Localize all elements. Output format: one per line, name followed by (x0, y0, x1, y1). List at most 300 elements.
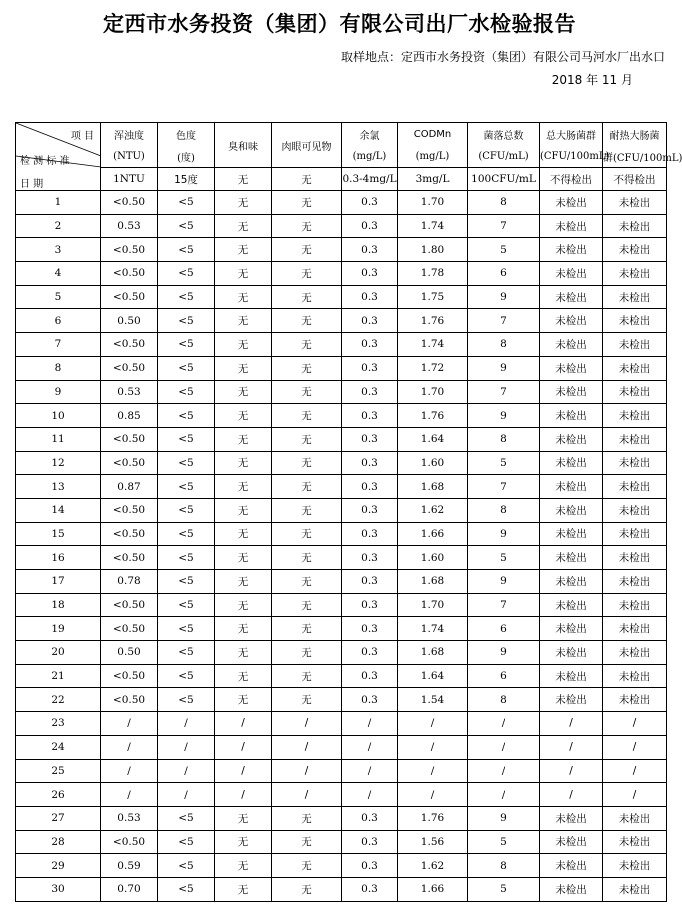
chlorine-cell: 0.3 (342, 404, 398, 428)
colony-cell: 5 (468, 830, 540, 854)
visible-matter-cell: 无 (272, 570, 342, 594)
turbidity-cell: <0.50 (101, 451, 158, 475)
codmn-cell: 1.74 (398, 617, 468, 641)
turbidity-cell: / (101, 735, 158, 759)
table-row (16, 546, 667, 570)
date-cell: 9 (16, 380, 101, 404)
thermo-coliform-cell: 未检出 (603, 546, 667, 570)
codmn-cell: 1.70 (398, 380, 468, 404)
odor-cell: 无 (215, 617, 272, 641)
date-cell: 18 (16, 593, 101, 617)
colony-cell: 8 (468, 191, 540, 215)
color-cell: <5 (158, 593, 215, 617)
turbidity-cell: <0.50 (101, 285, 158, 309)
colony-cell: 5 (468, 238, 540, 262)
std-codmn: 3mg/L (398, 168, 468, 191)
table-row (16, 877, 667, 901)
coliform-cell: 未检出 (540, 380, 603, 404)
coliform-cell: 未检出 (540, 238, 603, 262)
odor-cell: 无 (215, 285, 272, 309)
color-cell: <5 (158, 664, 215, 688)
codmn-cell: 1.76 (398, 806, 468, 830)
color-cell: <5 (158, 475, 215, 499)
chlorine-cell: 0.3 (342, 309, 398, 333)
color-cell: <5 (158, 427, 215, 451)
odor-cell: 无 (215, 498, 272, 522)
coliform-cell: 未检出 (540, 617, 603, 641)
coliform-cell: 未检出 (540, 877, 603, 901)
odor-cell: 无 (215, 214, 272, 238)
codmn-cell: / (398, 712, 468, 736)
colony-cell: 5 (468, 451, 540, 475)
thermo-coliform-cell: 未检出 (603, 238, 667, 262)
table-row (16, 830, 667, 854)
turbidity-cell: <0.50 (101, 238, 158, 262)
visible-matter-cell: 无 (272, 593, 342, 617)
thermo-coliform-cell: 未检出 (603, 593, 667, 617)
odor-cell: 无 (215, 262, 272, 286)
col-unit-codmn: (mg/L) (398, 145, 468, 168)
corner-date-label: 日 期 (20, 179, 44, 190)
corner-items-label: 项 目 (70, 131, 94, 142)
odor-cell: 无 (215, 356, 272, 380)
turbidity-cell: / (101, 783, 158, 807)
visible-matter-cell: 无 (272, 664, 342, 688)
table-row (16, 712, 667, 736)
thermo-coliform-cell: / (603, 783, 667, 807)
table-row (16, 333, 667, 357)
codmn-cell: 1.66 (398, 877, 468, 901)
thermo-coliform-cell: 未检出 (603, 522, 667, 546)
colony-cell: 6 (468, 262, 540, 286)
colony-cell: 9 (468, 285, 540, 309)
visible-matter-cell: 无 (272, 451, 342, 475)
coliform-cell: 未检出 (540, 451, 603, 475)
odor-cell: 无 (215, 522, 272, 546)
visible-matter-cell: 无 (272, 688, 342, 712)
color-cell: <5 (158, 688, 215, 712)
coliform-cell: 未检出 (540, 262, 603, 286)
visible-matter-cell: 无 (272, 214, 342, 238)
date-cell: 8 (16, 356, 101, 380)
table-row (16, 522, 667, 546)
std-colony: 100CFU/mL (468, 168, 540, 191)
table-row (16, 806, 667, 830)
turbidity-cell: / (101, 759, 158, 783)
codmn-cell: 1.60 (398, 451, 468, 475)
visible-matter-cell: 无 (272, 285, 342, 309)
codmn-cell: 1.68 (398, 641, 468, 665)
col-name-visible-matter: 肉眼可见物 (272, 123, 342, 168)
date-cell: 5 (16, 285, 101, 309)
coliform-cell: 未检出 (540, 593, 603, 617)
codmn-cell: 1.80 (398, 238, 468, 262)
visible-matter-cell: / (272, 712, 342, 736)
chlorine-cell: 0.3 (342, 617, 398, 641)
table-row (16, 285, 667, 309)
col-unit-thermo-coliform: 群(CFU/100mL) (603, 145, 667, 168)
codmn-cell: 1.76 (398, 309, 468, 333)
thermo-coliform-cell: 未检出 (603, 309, 667, 333)
thermo-coliform-cell: 未检出 (603, 830, 667, 854)
thermo-coliform-cell: 未检出 (603, 854, 667, 878)
colony-cell: 8 (468, 427, 540, 451)
visible-matter-cell: / (272, 759, 342, 783)
odor-cell: 无 (215, 427, 272, 451)
color-cell: <5 (158, 498, 215, 522)
header-row-names (16, 123, 667, 146)
colony-cell: 9 (468, 522, 540, 546)
table-row (16, 356, 667, 380)
colony-cell: 9 (468, 404, 540, 428)
std-color: 15度 (158, 168, 215, 191)
chlorine-cell: 0.3 (342, 498, 398, 522)
table-row (16, 759, 667, 783)
coliform-cell: 未检出 (540, 214, 603, 238)
col-name-coliform: 总大肠菌群 (540, 123, 603, 146)
colony-cell: 9 (468, 806, 540, 830)
odor-cell: 无 (215, 404, 272, 428)
turbidity-cell: <0.50 (101, 498, 158, 522)
visible-matter-cell: 无 (272, 475, 342, 499)
odor-cell: 无 (215, 333, 272, 357)
color-cell: <5 (158, 854, 215, 878)
visible-matter-cell: 无 (272, 498, 342, 522)
chlorine-cell: / (342, 783, 398, 807)
colony-cell: 7 (468, 380, 540, 404)
turbidity-cell: 0.59 (101, 854, 158, 878)
odor-cell: 无 (215, 830, 272, 854)
codmn-cell: 1.78 (398, 262, 468, 286)
coliform-cell: 未检出 (540, 427, 603, 451)
col-name-chlorine: 余氯 (342, 123, 398, 146)
coliform-cell: 未检出 (540, 356, 603, 380)
color-cell: <5 (158, 214, 215, 238)
odor-cell: 无 (215, 475, 272, 499)
turbidity-cell: <0.50 (101, 333, 158, 357)
thermo-coliform-cell: 未检出 (603, 427, 667, 451)
chlorine-cell: 0.3 (342, 522, 398, 546)
coliform-cell: 未检出 (540, 664, 603, 688)
date-cell: 6 (16, 309, 101, 333)
odor-cell: 无 (215, 877, 272, 901)
color-cell: <5 (158, 522, 215, 546)
codmn-cell: 1.70 (398, 191, 468, 215)
turbidity-cell: <0.50 (101, 522, 158, 546)
coliform-cell: 未检出 (540, 830, 603, 854)
visible-matter-cell: 无 (272, 191, 342, 215)
thermo-coliform-cell: 未检出 (603, 664, 667, 688)
std-chlorine: 0.3-4mg/L (342, 168, 398, 191)
color-cell: <5 (158, 451, 215, 475)
date-cell: 23 (16, 712, 101, 736)
thermo-coliform-cell: 未检出 (603, 404, 667, 428)
date-cell: 14 (16, 498, 101, 522)
odor-cell: 无 (215, 309, 272, 333)
codmn-cell: 1.64 (398, 427, 468, 451)
date-cell: 2 (16, 214, 101, 238)
std-coliform: 不得检出 (540, 168, 603, 191)
turbidity-cell: 0.87 (101, 475, 158, 499)
table-row (16, 404, 667, 428)
odor-cell: 无 (215, 570, 272, 594)
turbidity-cell: 0.78 (101, 570, 158, 594)
colony-cell: 7 (468, 309, 540, 333)
color-cell: <5 (158, 570, 215, 594)
odor-cell: 无 (215, 664, 272, 688)
colony-cell: 5 (468, 877, 540, 901)
date-cell: 15 (16, 522, 101, 546)
odor-cell: 无 (215, 546, 272, 570)
chlorine-cell: 0.3 (342, 641, 398, 665)
colony-cell: 9 (468, 356, 540, 380)
coliform-cell: 未检出 (540, 570, 603, 594)
colony-cell: / (468, 712, 540, 736)
chlorine-cell: 0.3 (342, 593, 398, 617)
coliform-cell: 未检出 (540, 641, 603, 665)
thermo-coliform-cell: 未检出 (603, 641, 667, 665)
visible-matter-cell: 无 (272, 262, 342, 286)
codmn-cell: 1.70 (398, 593, 468, 617)
visible-matter-cell: 无 (272, 309, 342, 333)
odor-cell: / (215, 783, 272, 807)
codmn-cell: 1.64 (398, 664, 468, 688)
thermo-coliform-cell: 未检出 (603, 262, 667, 286)
codmn-cell: / (398, 783, 468, 807)
codmn-cell: 1.66 (398, 522, 468, 546)
chlorine-cell: 0.3 (342, 356, 398, 380)
color-cell: / (158, 783, 215, 807)
coliform-cell: / (540, 759, 603, 783)
turbidity-cell: 0.53 (101, 380, 158, 404)
visible-matter-cell: 无 (272, 877, 342, 901)
chlorine-cell: 0.3 (342, 214, 398, 238)
color-cell: / (158, 712, 215, 736)
date-cell: 22 (16, 688, 101, 712)
chlorine-cell: 0.3 (342, 570, 398, 594)
thermo-coliform-cell: 未检出 (603, 688, 667, 712)
visible-matter-cell: 无 (272, 380, 342, 404)
coliform-cell: 未检出 (540, 333, 603, 357)
turbidity-cell: <0.50 (101, 427, 158, 451)
color-cell: <5 (158, 333, 215, 357)
color-cell: / (158, 735, 215, 759)
visible-matter-cell: 无 (272, 522, 342, 546)
coliform-cell: / (540, 783, 603, 807)
chlorine-cell: / (342, 759, 398, 783)
std-odor: 无 (215, 168, 272, 191)
turbidity-cell: <0.50 (101, 593, 158, 617)
codmn-cell: 1.74 (398, 333, 468, 357)
odor-cell: 无 (215, 380, 272, 404)
table-row (16, 688, 667, 712)
turbidity-cell: <0.50 (101, 617, 158, 641)
turbidity-cell: <0.50 (101, 688, 158, 712)
chlorine-cell: 0.3 (342, 262, 398, 286)
table-row (16, 475, 667, 499)
turbidity-cell: <0.50 (101, 262, 158, 286)
coliform-cell: 未检出 (540, 522, 603, 546)
thermo-coliform-cell: 未检出 (603, 214, 667, 238)
color-cell: <5 (158, 877, 215, 901)
thermo-coliform-cell: 未检出 (603, 498, 667, 522)
col-name-colony: 菌落总数 (468, 123, 540, 146)
table-row (16, 451, 667, 475)
codmn-cell: 1.62 (398, 498, 468, 522)
odor-cell: / (215, 759, 272, 783)
turbidity-cell: 0.50 (101, 641, 158, 665)
chlorine-cell: 0.3 (342, 427, 398, 451)
color-cell: / (158, 759, 215, 783)
col-name-turbidity: 浑浊度 (101, 123, 158, 146)
visible-matter-cell: 无 (272, 333, 342, 357)
table-row (16, 617, 667, 641)
color-cell: <5 (158, 806, 215, 830)
thermo-coliform-cell: 未检出 (603, 356, 667, 380)
coliform-cell: 未检出 (540, 285, 603, 309)
thermo-coliform-cell: 未检出 (603, 570, 667, 594)
odor-cell: 无 (215, 688, 272, 712)
thermo-coliform-cell: / (603, 759, 667, 783)
color-cell: <5 (158, 285, 215, 309)
date-cell: 19 (16, 617, 101, 641)
table-row (16, 191, 667, 215)
visible-matter-cell: 无 (272, 617, 342, 641)
odor-cell: 无 (215, 854, 272, 878)
date-cell: 12 (16, 451, 101, 475)
colony-cell: 5 (468, 546, 540, 570)
color-cell: <5 (158, 641, 215, 665)
table-row (16, 238, 667, 262)
colony-cell: 8 (468, 333, 540, 357)
chlorine-cell: 0.3 (342, 546, 398, 570)
chlorine-cell: 0.3 (342, 877, 398, 901)
color-cell: <5 (158, 191, 215, 215)
codmn-cell: 1.60 (398, 546, 468, 570)
date-cell: 17 (16, 570, 101, 594)
codmn-cell: 1.74 (398, 214, 468, 238)
color-cell: <5 (158, 404, 215, 428)
colony-cell: 8 (468, 854, 540, 878)
odor-cell: 无 (215, 238, 272, 262)
odor-cell: 无 (215, 806, 272, 830)
chlorine-cell: 0.3 (342, 475, 398, 499)
thermo-coliform-cell: 未检出 (603, 285, 667, 309)
chlorine-cell: 0.3 (342, 333, 398, 357)
colony-cell: / (468, 759, 540, 783)
coliform-cell: 未检出 (540, 309, 603, 333)
date-cell: 26 (16, 783, 101, 807)
chlorine-cell: 0.3 (342, 285, 398, 309)
color-cell: <5 (158, 238, 215, 262)
thermo-coliform-cell: 未检出 (603, 877, 667, 901)
colony-cell: 8 (468, 498, 540, 522)
thermo-coliform-cell: / (603, 712, 667, 736)
color-cell: <5 (158, 546, 215, 570)
date-cell: 10 (16, 404, 101, 428)
date-cell: 25 (16, 759, 101, 783)
sampling-location: 取样地点：定西市水务投资（集团）有限公司马河水厂出水口 (340, 50, 665, 64)
header-row-standards (16, 168, 667, 191)
odor-cell: / (215, 712, 272, 736)
color-cell: <5 (158, 830, 215, 854)
col-unit-color: (度) (158, 145, 215, 168)
col-name-odor: 臭和味 (215, 123, 272, 168)
color-cell: <5 (158, 356, 215, 380)
codmn-cell: 1.68 (398, 570, 468, 594)
colony-cell: 7 (468, 214, 540, 238)
report-title: 定西市水务投资（集团）有限公司出厂水检验报告 (103, 12, 576, 36)
coliform-cell: 未检出 (540, 688, 603, 712)
date-cell: 7 (16, 333, 101, 357)
inspection-table (15, 122, 682, 902)
header-corner-cell (16, 123, 101, 191)
odor-cell: / (215, 735, 272, 759)
codmn-cell: 1.56 (398, 830, 468, 854)
chlorine-cell: 0.3 (342, 451, 398, 475)
table-row (16, 309, 667, 333)
std-visible-matter: 无 (272, 168, 342, 191)
col-unit-colony: (CFU/mL) (468, 145, 540, 168)
date-cell: 4 (16, 262, 101, 286)
col-name-color: 色度 (158, 123, 215, 146)
visible-matter-cell: 无 (272, 854, 342, 878)
colony-cell: 6 (468, 617, 540, 641)
table-row (16, 593, 667, 617)
odor-cell: 无 (215, 641, 272, 665)
colony-cell: / (468, 735, 540, 759)
thermo-coliform-cell: 未检出 (603, 475, 667, 499)
turbidity-cell: <0.50 (101, 546, 158, 570)
table-row (16, 427, 667, 451)
turbidity-cell: 0.53 (101, 214, 158, 238)
table-row (16, 570, 667, 594)
chlorine-cell: / (342, 712, 398, 736)
thermo-coliform-cell: 未检出 (603, 380, 667, 404)
thermo-coliform-cell: 未检出 (603, 617, 667, 641)
chlorine-cell: 0.3 (342, 664, 398, 688)
date-cell: 24 (16, 735, 101, 759)
codmn-cell: 1.72 (398, 356, 468, 380)
codmn-cell: 1.75 (398, 285, 468, 309)
corner-standard-label: 检 测 标 准 (20, 156, 70, 167)
visible-matter-cell: 无 (272, 641, 342, 665)
date-cell: 20 (16, 641, 101, 665)
date-cell: 11 (16, 427, 101, 451)
table-row (16, 498, 667, 522)
date-cell: 3 (16, 238, 101, 262)
chlorine-cell: / (342, 735, 398, 759)
chlorine-cell: 0.3 (342, 830, 398, 854)
turbidity-cell: <0.50 (101, 830, 158, 854)
codmn-cell: / (398, 735, 468, 759)
table-row (16, 854, 667, 878)
visible-matter-cell: 无 (272, 546, 342, 570)
coliform-cell: 未检出 (540, 854, 603, 878)
chlorine-cell: 0.3 (342, 191, 398, 215)
odor-cell: 无 (215, 593, 272, 617)
codmn-cell: 1.76 (398, 404, 468, 428)
date-cell: 29 (16, 854, 101, 878)
col-unit-coliform: (CFU/100mL) (540, 145, 603, 168)
turbidity-cell: <0.50 (101, 356, 158, 380)
table-row (16, 214, 667, 238)
col-unit-turbidity: (NTU) (101, 145, 158, 168)
thermo-coliform-cell: 未检出 (603, 333, 667, 357)
visible-matter-cell: / (272, 783, 342, 807)
coliform-cell: 未检出 (540, 404, 603, 428)
visible-matter-cell: 无 (272, 427, 342, 451)
